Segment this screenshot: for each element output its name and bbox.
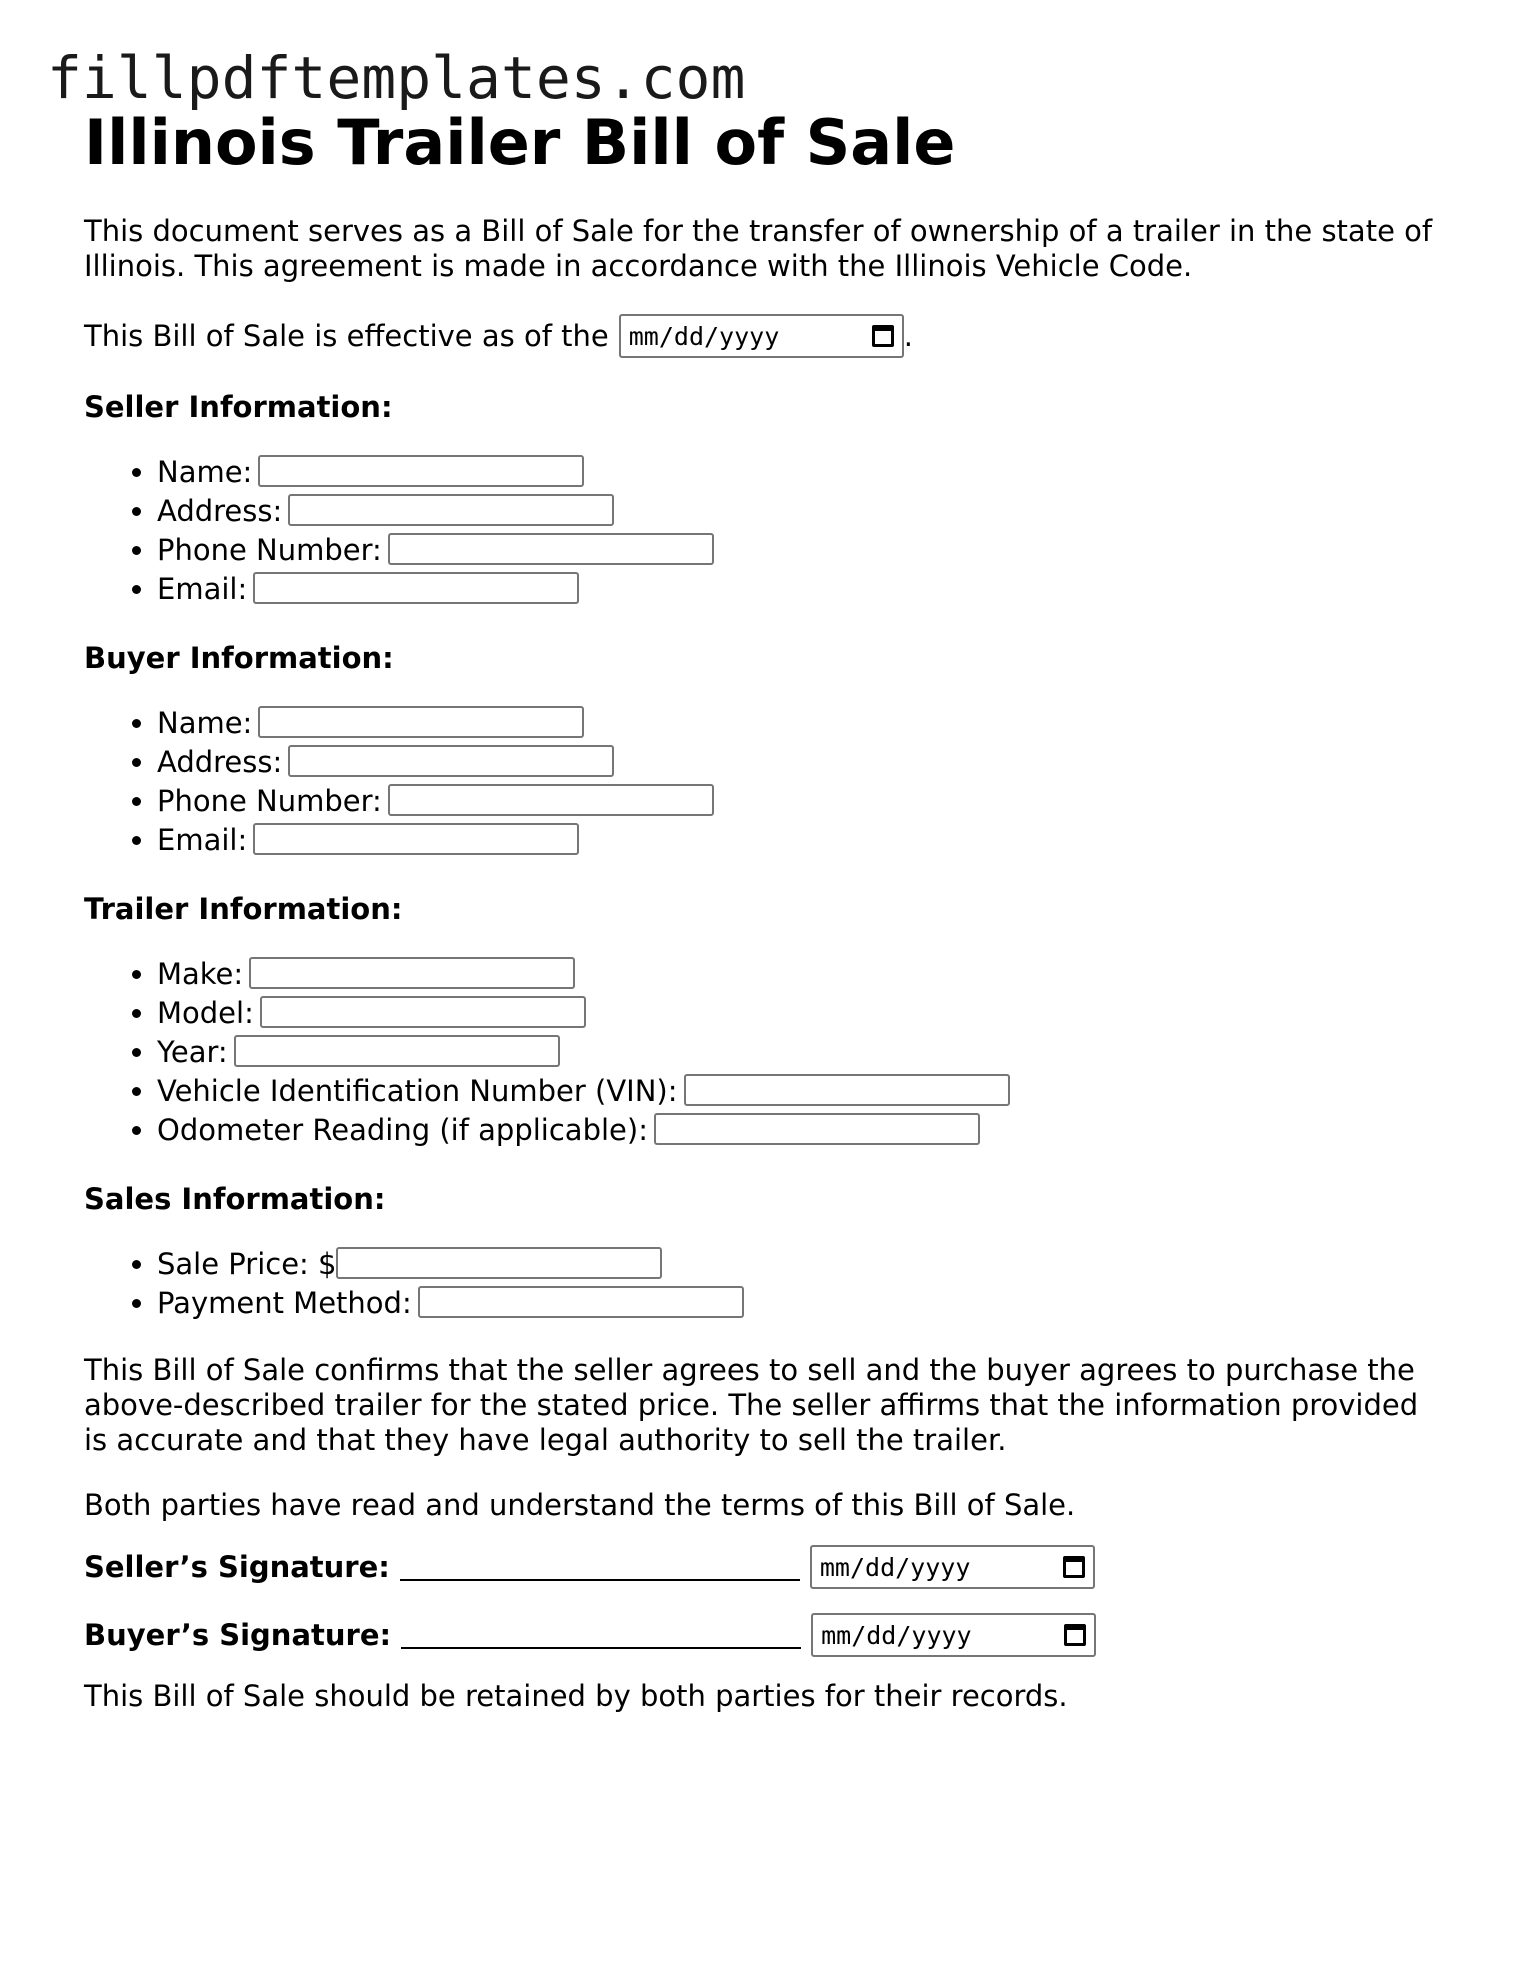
trailer-make-item (157, 955, 1444, 994)
effective-date-label: This Bill of Sale is effective as of the (84, 318, 609, 353)
field-label: Payment Method: (157, 1286, 412, 1320)
sale-price-item (157, 1245, 1444, 1284)
seller-email-input[interactable] (253, 572, 579, 604)
trailer-model-item (157, 994, 1444, 1033)
field-label: Odometer Reading (if applicable): (157, 1113, 648, 1147)
sales-heading: Sales Information: (84, 1182, 386, 1216)
seller-name-item (157, 453, 1444, 492)
field-label: Vehicle Identification Number (VIN): (157, 1074, 678, 1108)
field-label: Model: (157, 996, 254, 1030)
field-label: Make: (157, 957, 244, 991)
seller-fields (84, 453, 1444, 609)
buyer-date-input[interactable] (811, 1613, 1096, 1657)
seller-name-input[interactable] (258, 455, 584, 487)
field-label: Name: (157, 455, 253, 489)
seller-phone-input[interactable] (388, 533, 714, 565)
field-label: Year: (157, 1035, 228, 1069)
seller-signature-row (84, 1545, 1444, 1589)
buyer-phone-input[interactable] (388, 784, 714, 816)
field-label: Phone Number: (157, 784, 382, 818)
buyer-email-item (157, 821, 1444, 860)
seller-heading: Seller Information: (84, 390, 393, 424)
calendar-icon[interactable] (1063, 1556, 1085, 1578)
seller-email-item (157, 570, 1444, 609)
site-watermark: fillpdftemplates.com (47, 44, 746, 112)
trailer-odometer-input[interactable] (654, 1113, 980, 1145)
seller-signature-label: Seller’s Signature: (84, 1549, 390, 1584)
buyer-phone-item (157, 782, 1444, 821)
confirmation-paragraph: This Bill of Sale confirms that the seller agrees to sell and the buyer agrees to purchase the above-described trailer for the stated price. The seller affirms that the information provided is accurate and that they have legal authority to sell the trailer. (84, 1353, 1419, 1457)
seller-address-input[interactable] (288, 494, 614, 526)
trailer-heading: Trailer Information: (84, 892, 403, 926)
trailer-year-input[interactable] (234, 1035, 560, 1067)
effective-date-input[interactable] (619, 314, 904, 358)
sale-price-input[interactable] (336, 1247, 662, 1279)
field-label: Address: (157, 494, 283, 528)
buyer-heading: Buyer Information: (84, 641, 394, 675)
buyer-signature-label: Buyer’s Signature: (84, 1617, 392, 1652)
field-label: Address: (157, 745, 283, 779)
seller-phone-item (157, 531, 1444, 570)
payment-method-item (157, 1284, 1444, 1323)
trailer-model-input[interactable] (260, 996, 586, 1028)
trailer-vin-item (157, 1072, 1444, 1111)
buyer-address-item (157, 743, 1444, 782)
seller-address-item (157, 492, 1444, 531)
effective-date-suffix: . (903, 319, 913, 353)
buyer-signature-row (84, 1613, 1444, 1657)
buyer-signature-line[interactable] (401, 1621, 801, 1649)
trailer-vin-input[interactable] (684, 1074, 1010, 1106)
acknowledgement-paragraph: Both parties have read and understand the terms of this Bill of Sale. (84, 1488, 1076, 1522)
buyer-fields (84, 704, 1444, 860)
field-label: Email: (157, 823, 248, 857)
payment-method-input[interactable] (418, 1286, 744, 1318)
sales-fields (84, 1245, 1444, 1323)
page-title: Illinois Trailer Bill of Sale (84, 106, 956, 179)
field-label: Sale Price: $ (157, 1247, 337, 1281)
retain-note: This Bill of Sale should be retained by both parties for their records. (84, 1679, 1068, 1713)
calendar-icon[interactable] (872, 325, 894, 347)
field-label: Phone Number: (157, 533, 382, 567)
effective-date-placeholder: mm/dd/yyyy (628, 321, 780, 351)
seller-signature-line[interactable] (400, 1553, 800, 1581)
buyer-name-item (157, 704, 1444, 743)
trailer-fields (84, 955, 1444, 1150)
field-label: Email: (157, 572, 248, 606)
effective-date-row (84, 314, 1444, 358)
seller-date-placeholder: mm/dd/yyyy (819, 1552, 971, 1582)
buyer-date-placeholder: mm/dd/yyyy (821, 1620, 972, 1650)
trailer-make-input[interactable] (249, 957, 575, 989)
buyer-name-input[interactable] (258, 706, 584, 738)
buyer-email-input[interactable] (253, 823, 579, 855)
intro-paragraph: This document serves as a Bill of Sale for the transfer of ownership of a trailer in the state of Illinois. This agreement is made in accordance with the Illinois Vehicle Code. (84, 214, 1433, 283)
buyer-address-input[interactable] (288, 745, 614, 777)
bill-of-sale-form (84, 100, 1444, 1714)
calendar-icon[interactable] (1064, 1624, 1086, 1646)
seller-date-input[interactable] (810, 1545, 1095, 1589)
trailer-odometer-item (157, 1111, 1444, 1150)
trailer-year-item (157, 1033, 1444, 1072)
field-label: Name: (157, 706, 253, 740)
